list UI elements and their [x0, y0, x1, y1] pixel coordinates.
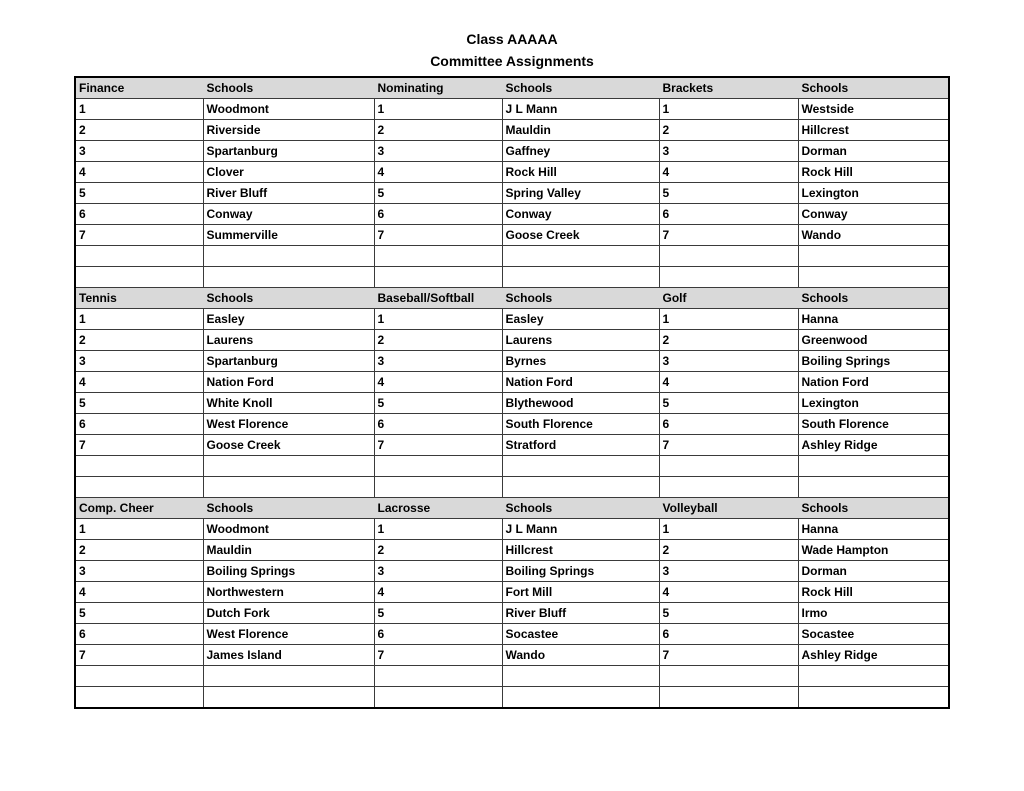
school-name: Goose Creek [502, 225, 659, 246]
empty-cell [203, 687, 374, 709]
school-name: Goose Creek [203, 435, 374, 456]
row-number: 4 [374, 582, 502, 603]
row-number: 7 [75, 645, 203, 666]
row-number: 4 [659, 372, 798, 393]
schools-header: Schools [502, 498, 659, 519]
document-title: Class AAAAA [466, 31, 558, 47]
row-number: 2 [374, 330, 502, 351]
table-row [75, 141, 949, 162]
row-number: 6 [75, 624, 203, 645]
row-number: 1 [75, 99, 203, 120]
empty-cell [374, 246, 502, 267]
empty-row [75, 456, 949, 477]
school-name: Laurens [502, 330, 659, 351]
school-name: West Florence [203, 414, 374, 435]
school-name: Hillcrest [502, 540, 659, 561]
school-name: River Bluff [502, 603, 659, 624]
empty-cell [75, 477, 203, 498]
row-number: 6 [75, 204, 203, 225]
school-name: Hanna [798, 519, 949, 540]
empty-cell [374, 666, 502, 687]
table-row [75, 183, 949, 204]
empty-cell [75, 246, 203, 267]
row-number: 2 [374, 120, 502, 141]
empty-cell [75, 267, 203, 288]
school-name: Spartanburg [203, 141, 374, 162]
row-number: 6 [659, 204, 798, 225]
empty-cell [203, 456, 374, 477]
row-number: 6 [374, 624, 502, 645]
school-name: Mauldin [203, 540, 374, 561]
section-header-row [75, 498, 949, 519]
school-name: Dorman [798, 141, 949, 162]
row-number: 3 [374, 141, 502, 162]
school-name: Irmo [798, 603, 949, 624]
school-name: Laurens [203, 330, 374, 351]
row-number: 2 [75, 540, 203, 561]
row-number: 3 [75, 351, 203, 372]
empty-cell [75, 687, 203, 709]
school-name: West Florence [203, 624, 374, 645]
empty-cell [502, 246, 659, 267]
row-number: 5 [374, 183, 502, 204]
empty-cell [659, 246, 798, 267]
row-number: 5 [374, 393, 502, 414]
row-number: 5 [374, 603, 502, 624]
schools-header: Schools [203, 77, 374, 99]
table-row [75, 645, 949, 666]
table-row [75, 99, 949, 120]
section-header-row [75, 288, 949, 309]
table-row [75, 309, 949, 330]
row-number: 2 [75, 120, 203, 141]
school-name: Stratford [502, 435, 659, 456]
school-name: Lexington [798, 393, 949, 414]
table-row [75, 561, 949, 582]
empty-cell [659, 456, 798, 477]
row-number: 7 [75, 225, 203, 246]
school-name: Woodmont [203, 99, 374, 120]
school-name: Gaffney [502, 141, 659, 162]
row-number: 4 [75, 162, 203, 183]
row-number: 6 [659, 624, 798, 645]
school-name: Rock Hill [502, 162, 659, 183]
row-number: 6 [659, 414, 798, 435]
school-name: Spring Valley [502, 183, 659, 204]
school-name: Spartanburg [203, 351, 374, 372]
empty-cell [659, 477, 798, 498]
schools-header: Schools [798, 77, 949, 99]
school-name: South Florence [798, 414, 949, 435]
empty-cell [75, 456, 203, 477]
empty-cell [502, 267, 659, 288]
row-number: 1 [659, 309, 798, 330]
schools-header: Schools [203, 288, 374, 309]
row-number: 6 [374, 204, 502, 225]
empty-cell [502, 687, 659, 709]
row-number: 5 [659, 393, 798, 414]
row-number: 4 [75, 582, 203, 603]
school-name: South Florence [502, 414, 659, 435]
empty-cell [374, 267, 502, 288]
empty-cell [502, 477, 659, 498]
school-name: Easley [203, 309, 374, 330]
row-number: 5 [659, 183, 798, 204]
row-number: 1 [659, 519, 798, 540]
school-name: J L Mann [502, 519, 659, 540]
row-number: 1 [659, 99, 798, 120]
table-row [75, 372, 949, 393]
row-number: 7 [374, 435, 502, 456]
empty-cell [798, 666, 949, 687]
empty-cell [659, 666, 798, 687]
school-name: Ashley Ridge [798, 645, 949, 666]
empty-cell [502, 456, 659, 477]
empty-cell [203, 666, 374, 687]
school-name: Rock Hill [798, 582, 949, 603]
empty-cell [374, 687, 502, 709]
school-name: Conway [502, 204, 659, 225]
school-name: Greenwood [798, 330, 949, 351]
school-name: Boiling Springs [203, 561, 374, 582]
school-name: Northwestern [203, 582, 374, 603]
school-name: Lexington [798, 183, 949, 204]
empty-cell [798, 246, 949, 267]
empty-cell [203, 267, 374, 288]
committee-name: Finance [75, 77, 203, 99]
row-number: 2 [659, 330, 798, 351]
empty-cell [374, 477, 502, 498]
school-name: Nation Ford [798, 372, 949, 393]
committee-name: Volleyball [659, 498, 798, 519]
empty-cell [502, 666, 659, 687]
school-name: Summerville [203, 225, 374, 246]
empty-cell [203, 246, 374, 267]
empty-row [75, 246, 949, 267]
row-number: 3 [659, 351, 798, 372]
row-number: 5 [75, 393, 203, 414]
committee-name: Lacrosse [374, 498, 502, 519]
row-number: 7 [659, 645, 798, 666]
school-name: Dutch Fork [203, 603, 374, 624]
committee-name: Comp. Cheer [75, 498, 203, 519]
empty-cell [659, 687, 798, 709]
school-name: Wando [798, 225, 949, 246]
table-row [75, 435, 949, 456]
row-number: 1 [374, 99, 502, 120]
school-name: Blythewood [502, 393, 659, 414]
row-number: 2 [659, 540, 798, 561]
row-number: 7 [659, 435, 798, 456]
school-name: Hanna [798, 309, 949, 330]
committee-name: Nominating [374, 77, 502, 99]
table-row [75, 414, 949, 435]
row-number: 3 [374, 351, 502, 372]
row-number: 7 [75, 435, 203, 456]
school-name: Socastee [502, 624, 659, 645]
row-number: 3 [374, 561, 502, 582]
empty-row [75, 687, 949, 709]
empty-cell [798, 687, 949, 709]
row-number: 3 [659, 561, 798, 582]
row-number: 5 [659, 603, 798, 624]
empty-cell [75, 666, 203, 687]
school-name: Nation Ford [502, 372, 659, 393]
school-name: J L Mann [502, 99, 659, 120]
row-number: 1 [75, 309, 203, 330]
school-name: Westside [798, 99, 949, 120]
document-subtitle: Committee Assignments [430, 53, 594, 69]
committee-name: Brackets [659, 77, 798, 99]
row-number: 4 [374, 372, 502, 393]
row-number: 7 [659, 225, 798, 246]
school-name: Dorman [798, 561, 949, 582]
school-name: Boiling Springs [502, 561, 659, 582]
empty-cell [203, 477, 374, 498]
table-row [75, 582, 949, 603]
row-number: 7 [374, 225, 502, 246]
row-number: 6 [75, 414, 203, 435]
empty-row [75, 267, 949, 288]
committee-assignments-table [74, 76, 950, 709]
school-name: Byrnes [502, 351, 659, 372]
row-number: 3 [659, 141, 798, 162]
table-row [75, 519, 949, 540]
schools-header: Schools [203, 498, 374, 519]
school-name: Woodmont [203, 519, 374, 540]
row-number: 3 [75, 561, 203, 582]
table-row [75, 162, 949, 183]
school-name: Clover [203, 162, 374, 183]
schools-header: Schools [502, 77, 659, 99]
row-number: 2 [374, 540, 502, 561]
school-name: Easley [502, 309, 659, 330]
school-name: Fort Mill [502, 582, 659, 603]
table-row [75, 120, 949, 141]
table-row [75, 351, 949, 372]
school-name: Mauldin [502, 120, 659, 141]
school-name: Wando [502, 645, 659, 666]
section-header-row [75, 77, 949, 99]
row-number: 4 [659, 162, 798, 183]
row-number: 4 [75, 372, 203, 393]
table-row [75, 204, 949, 225]
schools-header: Schools [798, 288, 949, 309]
table-row [75, 603, 949, 624]
schools-header: Schools [502, 288, 659, 309]
empty-cell [798, 456, 949, 477]
row-number: 1 [374, 519, 502, 540]
school-name: Conway [798, 204, 949, 225]
empty-row [75, 666, 949, 687]
committee-name: Golf [659, 288, 798, 309]
table-row [75, 540, 949, 561]
table-row [75, 225, 949, 246]
school-name: Boiling Springs [798, 351, 949, 372]
row-number: 4 [374, 162, 502, 183]
school-name: Riverside [203, 120, 374, 141]
empty-cell [798, 267, 949, 288]
school-name: White Knoll [203, 393, 374, 414]
school-name: Rock Hill [798, 162, 949, 183]
row-number: 1 [75, 519, 203, 540]
table-row [75, 624, 949, 645]
committee-name: Tennis [75, 288, 203, 309]
row-number: 2 [659, 120, 798, 141]
school-name: Wade Hampton [798, 540, 949, 561]
empty-cell [374, 456, 502, 477]
school-name: Ashley Ridge [798, 435, 949, 456]
row-number: 5 [75, 183, 203, 204]
table-row [75, 393, 949, 414]
row-number: 3 [75, 141, 203, 162]
school-name: River Bluff [203, 183, 374, 204]
school-name: Nation Ford [203, 372, 374, 393]
row-number: 1 [374, 309, 502, 330]
row-number: 4 [659, 582, 798, 603]
school-name: Hillcrest [798, 120, 949, 141]
empty-row [75, 477, 949, 498]
row-number: 6 [374, 414, 502, 435]
empty-cell [659, 267, 798, 288]
row-number: 7 [374, 645, 502, 666]
school-name: Conway [203, 204, 374, 225]
schools-header: Schools [798, 498, 949, 519]
empty-cell [798, 477, 949, 498]
row-number: 5 [75, 603, 203, 624]
school-name: Socastee [798, 624, 949, 645]
row-number: 2 [75, 330, 203, 351]
committee-name: Baseball/Softball [374, 288, 502, 309]
school-name: James Island [203, 645, 374, 666]
table-row [75, 330, 949, 351]
